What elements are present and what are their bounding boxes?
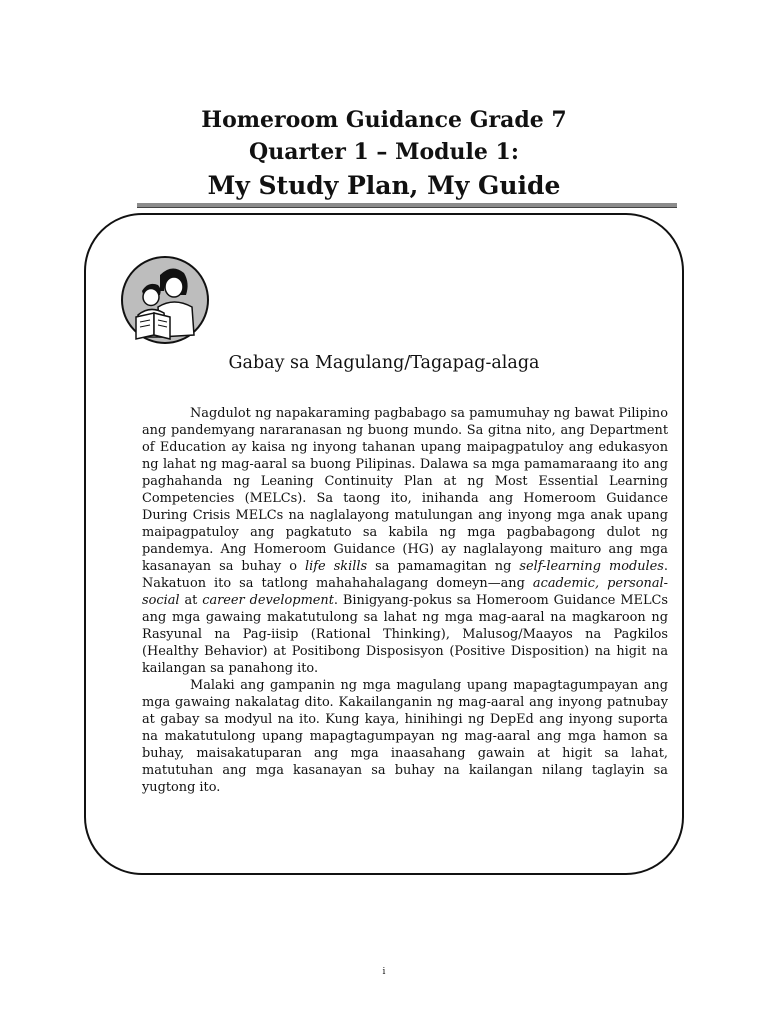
paragraph-text: sa pamamagitan ng (367, 559, 520, 574)
paragraph-italic-text: career development (202, 593, 334, 608)
paragraph-italic-text: self-learning modules (519, 559, 664, 574)
title-divider (137, 203, 677, 208)
module-header (0, 104, 768, 204)
subject-title: Homeroom Guidance Grade 7 (201, 107, 567, 133)
parent-and-child-reading-icon (120, 255, 210, 345)
page-number: i (382, 967, 386, 977)
module-title: My Study Plan, My Guide (207, 171, 561, 200)
guide-body (142, 405, 668, 796)
paragraph-text: Nagdulot ng napakaraming pagbabago sa pamumuhay ng bawat Pilipino ang pandemyang nararanasan ng buong mundo. Sa gitna nito, ang Department of Education ay kaisa ng inyong tahanan upang maipagpatuloy ang edukasyon ng lahat ng mag-aaral sa buong Pilipinas. Dalawa sa mga pamamaraang ito ang paghahanda ng Leaning Continuity Plan at ng Most Essential Learning Competencies (MELCs). Sa taong ito, inihanda ang Homeroom Guidance During Crisis MELCs na naglalayong matulungan ang inyong mga anak upang maipagpatuloy ang pagkatuto sa kabila ng mga pagbabagong dulot ng pandemya. Ang Homeroom Guidance (HG) ay naglalayong maituro ang mga kasanayan sa buhay o (142, 406, 668, 574)
guide-paragraph-2: Malaki ang gampanin ng mga magulang upang mapagtagumpayan ang mga gawaing nakalatag dito. Kakailanganin ng mag-aaral ang inyong patnubay at gabay sa modyul na ito. Kung kaya, hinihingi ng DepEd ang inyong suporta na makatutulong upang mapagtagumpayan ng mag-aaral ang mga hamon sa buhay, maisakatuparan ang mga inaasahang gawain at higit sa lahat, matutuhan ang mga kasanayan sa buhay na kailangan nilang taglayin sa yugtong ito. (142, 678, 668, 795)
quarter-module-title: Quarter 1 – Module 1: (249, 139, 519, 165)
guide-title: Gabay sa Magulang/Tagapag-alaga (228, 353, 540, 373)
paragraph-text: . Nakatuon ito sa tatlong mahahahalagang domeyn—ang (142, 559, 668, 591)
guide-paragraph-1 (142, 405, 668, 677)
guide-panel (84, 213, 684, 875)
paragraph-italic-text: life skills (305, 559, 368, 574)
paragraph-text: at (179, 593, 203, 608)
paragraph-italic-text: academic, personal-social (142, 576, 668, 608)
paragraph-text: . Binigyang-pokus sa Homeroom Guidance MELCs ang mga gawaing makatutulong sa lahat ng mga mag-aaral na magkaroon ng Rasyunal na Pag-iisip (Rational Thinking), Malusog/Maayos na Pagkilos (Healthy Behavior) at Positibong Disposisyon (Positive Disposition) na higit na kailangan sa panahong ito. (142, 593, 668, 676)
